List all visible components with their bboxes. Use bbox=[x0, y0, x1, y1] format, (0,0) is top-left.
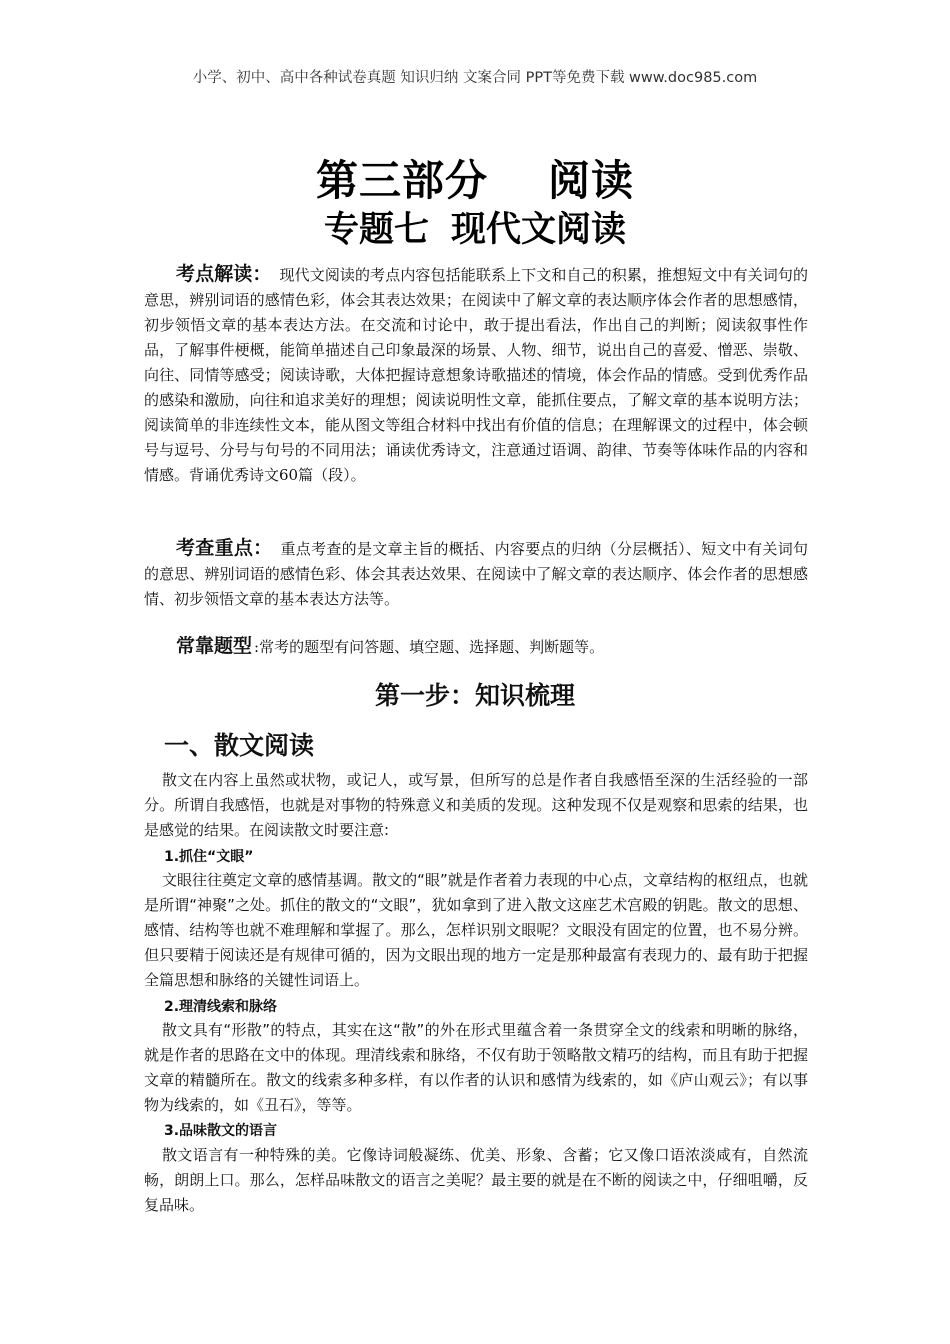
part-name: 阅读 bbox=[548, 156, 635, 205]
step-title: 第一步：知识梳理 bbox=[374, 681, 575, 710]
intro-text: 散文在内容上虽然或状物，或记人，或写景，但所写的总是作者自我感悟至深的生活经验的一部分。所谓自我感悟，也就是对事物的特殊意义和美质的发现。这种发现不仅是观察和思索的结果，也是感觉的结果。在阅读散文时要注意: bbox=[144, 771, 808, 839]
item-1-title: 1.抓住“文眼” bbox=[164, 849, 254, 865]
item-3-text: 散文语言有一种特殊的美。它像诗词般凝练、优美、形象、含蓄；它又像口语浓淡咸有，自然流畅，朗朗上口。那么，怎样品味散文的语言之美呢？最主要的就是在不断的阅读之中，仔细咀嚼，反复品味。 bbox=[144, 1146, 808, 1214]
kaocha-paragraph bbox=[144, 536, 808, 612]
section-intro bbox=[144, 768, 808, 843]
kaocha-label: 考查重点： bbox=[176, 537, 273, 559]
tixing-label: 常靠题型 bbox=[176, 635, 253, 657]
kaocha-text: 重点考查的是文章主旨的概括、内容要点的归纳（分层概括）、短文中有关词句的意思、辨别词语的感情色彩、体会其表达效果、在阅读中了解文章的表达顺序、体会作者的思想感情、初步领悟文章的基本表达方法等。 bbox=[144, 540, 808, 608]
tixing-text: :常考的题型有问答题、填空题、选择题、判断题等。 bbox=[254, 638, 605, 656]
tixing-paragraph bbox=[144, 634, 808, 660]
item-2-body bbox=[144, 1018, 808, 1118]
item-1-text: 文眼往往奠定文章的感情基调。散文的“眼”就是作者着力表现的中心点，文章结构的枢纽点，也就是所谓“神聚”之处。抓住的散文的“文眼”，犹如拿到了进入散文这座艺术宫殿的钥匙。散文的思想、感情、结构等也就不难理解和掌握了。那么，怎样识别文眼呢？文眼没有固定的位置，也不易分辨。但只要精于阅读还是有规律可循的，因为文眼出现的地方一定是那种最富有表现力的、最有助于把握全篇思想和脉络的关键性词语上。 bbox=[144, 871, 808, 989]
item-3-body bbox=[144, 1143, 808, 1218]
topic-title bbox=[0, 202, 950, 252]
section-heading: 一、散文阅读 bbox=[164, 731, 315, 760]
part-number: 第三部分 bbox=[315, 156, 488, 205]
topic-number: 专题七 bbox=[323, 210, 429, 250]
page-header: 小学、初中、高中各种试卷真题 知识归纳 文案合同 PPT等免费下载 www.doc985.com bbox=[192, 70, 758, 86]
kaodian-label: 考点解读： bbox=[176, 263, 272, 285]
item-2-text: 散文具有“形散”的特点，其实在这“散”的外在形式里蕴含着一条贯穿全文的线索和明晰的脉络，就是作者的思路在文中的体现。理清线索和脉络，不仅有助于领略散文精巧的结构，而且有助于把握文章的精髓所在。散文的线索多种多样，有以作者的认识和感情为线索的，如《庐山观云》；有以事物为线索的，如《丑石》，等等。 bbox=[144, 1021, 808, 1114]
item-1-body bbox=[144, 868, 808, 993]
kaodian-paragraph bbox=[144, 262, 808, 488]
topic-name: 现代文阅读 bbox=[451, 210, 627, 250]
item-3-title: 3.品味散文的语言 bbox=[164, 1123, 278, 1139]
part-title bbox=[0, 148, 950, 208]
item-2-title: 2.理清线索和脉络 bbox=[164, 999, 278, 1015]
kaodian-text: 现代文阅读的考点内容包括能联系上下文和自己的积累，推想短文中有关词句的意思，辨别词语的感情色彩，体会其表达效果；在阅读中了解文章的表达顺序体会作者的思想感情，初步领悟文章的基本表达方法。在交流和讨论中，敢于提出看法，作出自己的判断；阅读叙事性作品，了解事件梗概，能简单描述自己印象最深的场景、人物、细节，说出自己的喜爱、憎恶、崇敬、向往、同情等感受；阅读诗歌，大体把握诗意想象诗歌描述的情境，体会作品的情感。受到优秀作品的感染和激励，向往和追求美好的理想；阅读说明性文章，能抓住要点，了解文章的基本说明方法；阅读简单的非连续性文本，能从图文等组合材料中找出有价值的信息；在理解课文的过程中，体会顿号与逗号、分号与句号的不同用法；诵读优秀诗文，注意通过语调、韵律、节奏等体味作品的内容和情感。背诵优秀诗文60篇（段）。 bbox=[144, 266, 808, 484]
